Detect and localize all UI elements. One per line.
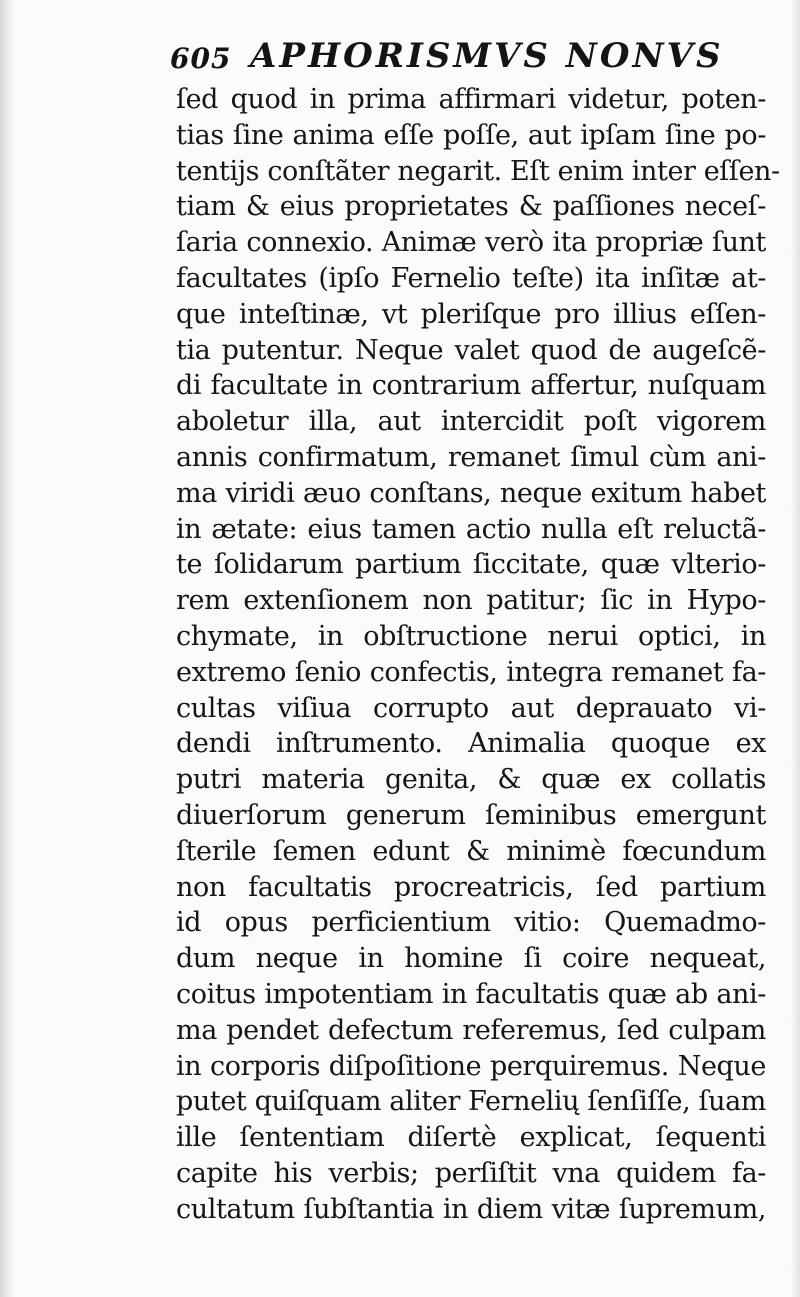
text-line: facultates (ipſo Fernelio teſte) ita inſitæ at-	[176, 262, 766, 294]
text-line: cultas viſiua corrupto aut deprauato vi-	[176, 692, 766, 724]
page-header	[170, 34, 730, 80]
running-head: APHORISMVS NONVS	[250, 36, 724, 76]
text-line: in corporis diſpoſitione perquiremus. Neque	[176, 1050, 766, 1082]
text-line: capite his verbis; perſiſtit vna quidem fa-	[176, 1157, 766, 1189]
page-edge-left	[0, 0, 14, 1297]
text-line: dendi inſtrumento. Animalia quoque ex	[176, 728, 766, 760]
text-line: ſed quod in prima affirmari videtur, poten-	[176, 84, 766, 115]
text-line: non facultatis procreatricis, ſed partium	[176, 871, 766, 903]
text-line: chymate, in obſtructione nerui optici, in	[176, 620, 766, 652]
text-line: ma viridi æuo conſtans, neque exitum habet	[176, 477, 766, 509]
text-line: in ætate: eius tamen actio nulla eſt reluctã-	[176, 513, 766, 545]
text-line: putri materia genita, & quæ ex collatis	[176, 764, 766, 796]
text-line: di facultate in contrarium affertur, nuſquam	[176, 370, 766, 402]
text-line: aboletur illa, aut intercidit poſt vigorem	[176, 406, 766, 438]
text-line: putet quiſquam aliter Fernelių ſenſiſſe, ſuam	[176, 1086, 766, 1118]
text-line: coitus impotentiam in facultatis quæ ab ani-	[176, 978, 766, 1010]
text-line: ille ſententiam diſertè explicat, ſequenti	[176, 1122, 766, 1154]
text-line: ſaria connexio. Animæ verò ita propriæ ſunt	[176, 227, 766, 259]
text-line: tias ſine anima eſſe poſſe, aut ipſam ſine po-	[176, 119, 766, 151]
text-line: ſterile ſemen edunt & minimè fœcundum	[176, 835, 766, 867]
body-text	[176, 82, 780, 1228]
text-line: dum neque in homine ſi coire nequeat,	[176, 943, 766, 975]
text-line: id opus perficientium vitio: Quemadmo-	[176, 907, 766, 939]
text-line: annis confirmatum, remanet ſimul cùm ani-	[176, 441, 766, 473]
text-line: tia putentur. Neque valet quod de augeſcẽ-	[176, 334, 766, 366]
text-line: cultatum ſubſtantia in diem vitæ ſupremum,	[176, 1193, 766, 1225]
page-number: 605	[170, 42, 232, 75]
text-line: tentijs conſtãter negarit. Eſt enim inter eſſen-	[176, 155, 780, 187]
text-line: tiam & eius proprietates & paſſiones neceſ-	[176, 191, 766, 223]
text-line: te ſolidarum partium ſiccitate, quæ vlterio-	[176, 549, 766, 581]
text-line: rem extenſionem non patitur; ſic in Hypo-	[176, 585, 766, 617]
text-line: diuerſorum generum ſeminibus emergunt	[176, 799, 766, 831]
text-line: ma pendet defectum referemus, ſed culpam	[176, 1014, 766, 1046]
page-edge-right	[790, 0, 800, 1297]
text-line: que inteſtinæ, vt pleriſque pro illius eſſen-	[176, 298, 766, 330]
text-line: extremo ſenio confectis, integra remanet fa-	[176, 656, 766, 688]
